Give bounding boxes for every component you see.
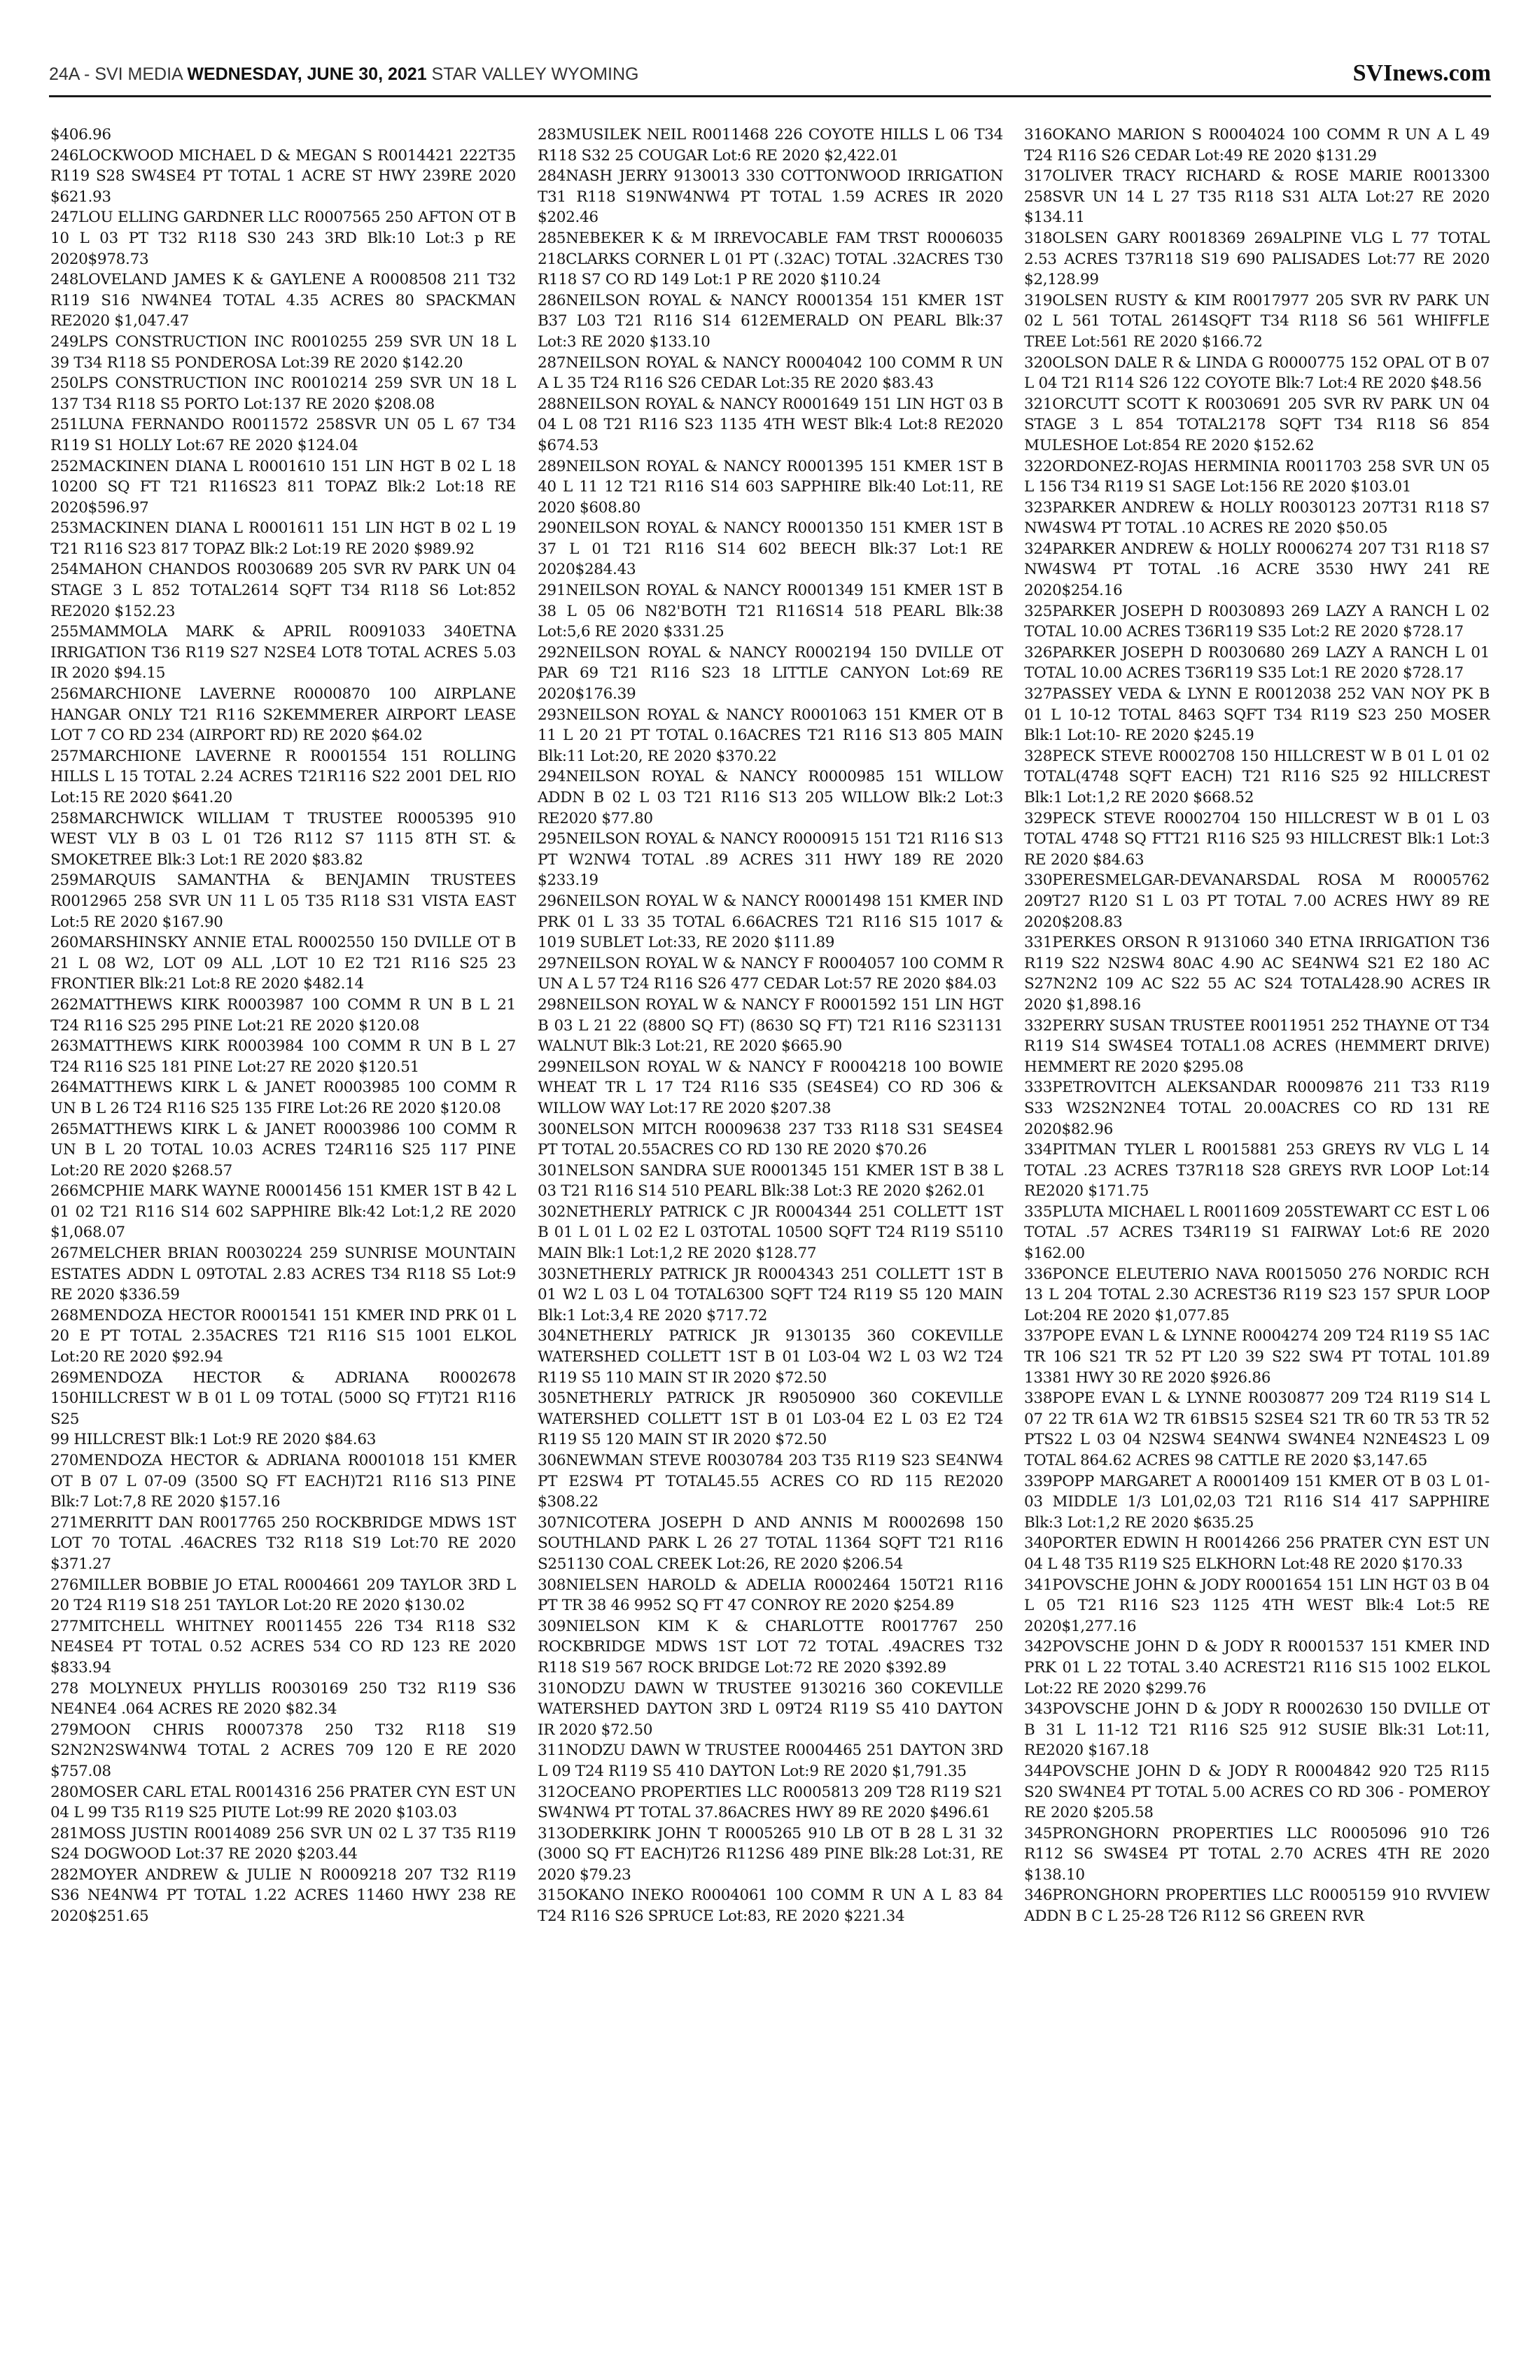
- notice-entry: 326PARKER JOSEPH D R0030680 269 LAZY A RANCH L 01 TOTAL 10.00 ACRES T36R119 S35 Lot:1 RE 2020 $728.17: [1024, 643, 1490, 682]
- notice-entry: 339POPP MARGARET A R0001409 151 KMER OT B 03 L 01-03 MIDDLE 1/3 L01,02,03 T21 R116 S14 417 SAPPHIRE Blk:3 Lot:1,2 RE 2020 $635.25: [1024, 1472, 1490, 1532]
- notice-entry: 254MAHON CHANDOS R0030689 205 SVR RV PARK UN 04 STAGE 3 L 852 TOTAL2614 SQFT T34 R118 S6 Lot:852 RE2020 $152.23: [50, 561, 516, 620]
- notice-entry: 338POPE EVAN L & LYNNE R0030877 209 T24 R119 S14 L 07 22 TR 61A W2 TR 61BS15 S2SE4 S21 TR 60 TR 53 TR 52 PTS22 L 03 04 N2SW4 SE4NW4 SW4NE4 N2NE4S23 L 09 TOTAL 864.62 ACRES 98 CATTLE RE 2020 $3,147.65: [1024, 1390, 1490, 1469]
- legal-notice-column-2: [538, 125, 1003, 1927]
- notice-entry: 307NICOTERA JOSEPH D AND ANNIS M R0002698 150 SOUTHLAND PARK L 26 27 TOTAL 11364 SQFT T21 R116 S251130 COAL CREEK Lot:26, RE 2020 $206.54: [538, 1513, 1003, 1573]
- notice-entry: 297NEILSON ROYAL W & NANCY F R0004057 100 COMM R UN A L 57 T24 R116 S26 477 CEDAR Lot:57 RE 2020 $84.03: [538, 954, 1003, 993]
- notice-entry: 344POVSCHE JOHN D & JODY R R0004842 920 T25 R115 S20 SW4NE4 PT TOTAL 5.00 ACRES CO RD 306 - POMEROY RE 2020 $205.58: [1024, 1762, 1490, 1822]
- notice-entry: 296NEILSON ROYAL W & NANCY R0001498 151 KMER IND PRK 01 L 33 35 TOTAL 6.66ACRES T21 R116 S15 1017 & 1019 SUBLET Lot:33, RE 2020 $111.89: [538, 892, 1003, 952]
- notice-entry: 281MOSS JUSTIN R0014089 256 SVR UN 02 L 37 T35 R119 S24 DOGWOOD Lot:37 RE 2020 $203.44: [50, 1824, 516, 1863]
- notice-entry: 302NETHERLY PATRICK C JR R0004344 251 COLLETT 1ST B 01 L 01 L 02 E2 L 03TOTAL 10500 SQFT T24 R119 S5110 MAIN Blk:1 Lot:1,2 RE 2020 $128.77: [538, 1203, 1003, 1263]
- notice-entry: 324PARKER ANDREW & HOLLY R0006274 207 T31 R118 S7 NW4SW4 PT TOTAL .16 ACRE 3530 HWY 241 RE 2020$254.16: [1024, 540, 1490, 600]
- notice-entry: 251LUNA FERNANDO R0011572 258SVR UN 05 L 67 T34 R119 S1 HOLLY Lot:67 RE 2020 $124.04: [50, 416, 516, 454]
- notice-entry: 293NEILSON ROYAL & NANCY R0001063 151 KMER OT B 11 L 20 21 PT TOTAL 0.16ACRES T21 R116 S13 805 MAIN Blk:11 Lot:20, RE 2020 $370.22: [538, 706, 1003, 765]
- notice-entry: 334PITMAN TYLER L R0015881 253 GREYS RV VLG L 14 TOTAL .23 ACRES T37R118 S28 GREYS RVR LOOP Lot:14 RE2020 $171.75: [1024, 1141, 1490, 1200]
- notice-entry: 282MOYER ANDREW & JULIE N R0009218 207 T32 R119 S36 NE4NW4 PT TOTAL 1.22 ACRES 11460 HWY 238 RE 2020$251.65: [50, 1865, 516, 1926]
- notice-entry: 316OKANO MARION S R0004024 100 COMM R UN A L 49 T24 R116 S26 CEDAR Lot:49 RE 2020 $131.29: [1024, 126, 1490, 164]
- notice-entry: 247LOU ELLING GARDNER LLC R0007565 250 AFTON OT B 10 L 03 PT T32 R118 S30 243 3RD Blk:10 Lot:3 p RE 2020$978.73: [50, 209, 516, 268]
- notice-entry: 248LOVELAND JAMES K & GAYLENE A R0008508 211 T32 R119 S16 NW4NE4 TOTAL 4.35 ACRES 80 SPACKMAN RE2020 $1,047.47: [50, 271, 516, 330]
- notice-entry: 286NEILSON ROYAL & NANCY R0001354 151 KMER 1ST B37 L03 T21 R116 S14 612EMERALD ON PEARL Blk:37 Lot:3 RE 2020 $133.10: [538, 291, 1003, 351]
- notice-entry: 305NETHERLY PATRICK JR R9050900 360 COKEVILLE WATERSHED COLLETT 1ST B 01 L03-04 E2 L 03 E2 T24 R119 S5 120 MAIN ST IR 2020 $72.50: [538, 1390, 1003, 1449]
- notice-entry: 253MACKINEN DIANA L R0001611 151 LIN HGT B 02 L 19 T21 R116 S23 817 TOPAZ Blk:2 Lot:19 RE 2020 $989.92: [50, 519, 516, 558]
- notice-entry: 269MENDOZA HECTOR & ADRIANA R0002678 150HILLCREST W B 01 L 09 TOTAL (5000 SQ FT)T21 R116 S25: [50, 1368, 516, 1428]
- notice-entry: 333PETROVITCH ALEKSANDAR R0009876 211 T33 R119 S33 W2S2N2NE4 TOTAL 20.00ACRES CO RD 131 RE 2020$82.96: [1024, 1079, 1490, 1138]
- notice-entry: 312OCEANO PROPERTIES LLC R0005813 209 T28 R119 S21 SW4NW4 PT TOTAL 37.86ACRES HWY 89 RE 2020 $496.61: [538, 1783, 1003, 1822]
- notice-entry: 304NETHERLY PATRICK JR 9130135 360 COKEVILLE WATERSHED COLLETT 1ST B 01 L03-04 W2 L 03 W2 T24 R119 S5 110 MAIN ST IR 2020 $72.50: [538, 1327, 1003, 1387]
- notice-entry: 331PERKES ORSON R 9131060 340 ETNA IRRIGATION T36 R119 S22 N2SW4 80AC 4.90 AC SE4NW4 S21 E2 180 AC S27N2N2 109 AC S22 55 AC S24 TOTAL428.90 ACRES IR 2020 $1,898.16: [1024, 934, 1490, 1014]
- notice-entry: 252MACKINEN DIANA L R0001610 151 LIN HGT B 02 L 18 10200 SQ FT T21 R116S23 811 TOPAZ Blk:2 Lot:18 RE 2020$596.97: [50, 457, 516, 517]
- notice-entry: 306NEWMAN STEVE R0030784 203 T35 R119 S23 SE4NW4 PT E2SW4 PT TOTAL45.55 ACRES CO RD 115 RE2020 $308.22: [538, 1452, 1003, 1511]
- notice-entry: 265MATTHEWS KIRK L & JANET R0003986 100 COMM R UN B L 20 TOTAL 10.03 ACRES T24R116 S25 117 PINE Lot:20 RE 2020 $268.57: [50, 1120, 516, 1180]
- notice-entry: 290NEILSON ROYAL & NANCY R0001350 151 KMER 1ST B 37 L 01 T21 R116 S14 602 BEECH Blk:37 Lot:1 RE 2020$284.43: [538, 519, 1003, 579]
- notice-entry: 284NASH JERRY 9130013 330 COTTONWOOD IRRIGATION T31 R118 S19NW4NW4 PT TOTAL 1.59 ACRES IR 2020 $202.46: [538, 167, 1003, 227]
- notice-entry: 255MAMMOLA MARK & APRIL R0091033 340ETNA IRRIGATION T36 R119 S27 N2SE4 LOT8 TOTAL ACRES 5.03 IR 2020 $94.15: [50, 623, 516, 682]
- notice-entry: 99 HILLCREST Blk:1 Lot:9 RE 2020 $84.63: [50, 1431, 377, 1449]
- notice-entry: 335PLUTA MICHAEL L R0011609 205STEWART CC EST L 06 TOTAL .57 ACRES T34R119 S1 FAIRWAY Lot:6 RE 2020 $162.00: [1024, 1203, 1490, 1263]
- notice-entry: 258MARCHWICK WILLIAM T TRUSTEE R0005395 910 WEST VLY B 03 L 01 T26 R112 S7 1115 8TH ST. & SMOKETREE Blk:3 Lot:1 RE 2020 $83.82: [50, 809, 516, 869]
- notice-entry: 328PECK STEVE R0002708 150 HILLCREST W B 01 L 01 02 TOTAL(4748 SQFT EACH) T21 R116 S25 92 HILLCREST Blk:1 Lot:1,2 RE 2020 $668.52: [1024, 747, 1490, 806]
- notice-entry: 260MARSHINSKY ANNIE ETAL R0002550 150 DVILLE OT B 21 L 08 W2, LOT 09 ALL ,LOT 10 E2 T21 R116 S25 23 FRONTIER Blk:21 Lot:8 RE 2020 $482.14: [50, 934, 516, 993]
- notice-entry: 303NETHERLY PATRICK JR R0004343 251 COLLETT 1ST B 01 W2 L 03 L 04 TOTAL6300 SQFT T24 R119 S5 120 MAIN Blk:1 Lot:3,4 RE 2020 $717.72: [538, 1265, 1003, 1324]
- notice-entry: 320OLSON DALE R & LINDA G R0000775 152 OPAL OT B 07 L 04 T21 R114 S26 122 COYOTE Blk:7 Lot:4 RE 2020 $48.56: [1024, 354, 1490, 393]
- notice-entry: 337POPE EVAN L & LYNNE R0004274 209 T24 R119 S5 1AC TR 106 S21 TR 52 PT L20 39 S22 SW4 PT TOTAL 101.89 13381 HWY 30 RE 2020 $926.86: [1024, 1327, 1490, 1387]
- notice-entry: 259MARQUIS SAMANTHA & BENJAMIN TRUSTEES R0012965 258 SVR UN 11 L 05 T35 R118 S31 VISTA EAST Lot:5 RE 2020 $167.90: [50, 872, 516, 931]
- notice-entry: 277MITCHELL WHITNEY R0011455 226 T34 R118 S32 NE4SE4 PT TOTAL 0.52 ACRES 534 CO RD 123 RE 2020 $833.94: [50, 1617, 516, 1676]
- notice-entry: 315OKANO INEKO R0004061 100 COMM R UN A L 83 84 T24 R116 S26 SPRUCE Lot:83, RE 2020 $221.34: [538, 1886, 1003, 1926]
- notice-entry: 342POVSCHE JOHN D & JODY R R0001537 151 KMER IND PRK 01 L 22 TOTAL 3.40 ACREST21 R116 S15 1002 ELKOL Lot:22 RE 2020 $299.76: [1024, 1638, 1490, 1698]
- notice-entry: 336PONCE ELEUTERIO NAVA R0015050 276 NORDIC RCH 13 L 204 TOTAL 2.30 ACREST36 R119 S23 157 SPUR LOOP Lot:204 RE 2020 $1,077.85: [1024, 1265, 1490, 1324]
- notice-entry: 289NEILSON ROYAL & NANCY R0001395 151 KMER 1ST B 40 L 11 12 T21 R116 S14 603 SAPPHIRE Blk:40 Lot:11, RE 2020 $608.80: [538, 457, 1003, 517]
- legal-notice-column-1: [50, 125, 516, 1927]
- notice-entry: 301NELSON SANDRA SUE R0001345 151 KMER 1ST B 38 L 03 T21 R116 S14 510 PEARL Blk:38 Lot:3 RE 2020 $262.01: [538, 1161, 1003, 1200]
- notice-entry: 332PERRY SUSAN TRUSTEE R0011951 252 THAYNE OT T34 R119 S14 SW4SE4 TOTAL1.08 ACRES (HEMMERT DRIVE) HEMMERT RE 2020 $295.08: [1024, 1016, 1490, 1076]
- notice-entry: 294NEILSON ROYAL & NANCY R0000985 151 WILLOW ADDN B 02 L 03 T21 R116 S13 205 WILLOW Blk:2 Lot:3 RE2020 $77.80: [538, 768, 1003, 827]
- notice-entry: 300NELSON MITCH R0009638 237 T33 R118 S31 SE4SE4 PT TOTAL 20.55ACRES CO RD 130 RE 2020 $70.26: [538, 1120, 1003, 1159]
- page-header: [49, 60, 1491, 97]
- notice-entry: 322ORDONEZ-ROJAS HERMINIA R0011703 258 SVR UN 05 L 156 T34 R119 S1 SAGE Lot:156 RE 2020 $103.01: [1024, 457, 1490, 496]
- notice-entry: 266MCPHIE MARK WAYNE R0001456 151 KMER 1ST B 42 L 01 02 T21 R116 S14 602 SAPPHIRE Blk:42 Lot:1,2 RE 2020 $1,068.07: [50, 1182, 516, 1242]
- notice-entry: 323PARKER ANDREW & HOLLY R0030123 207T31 R118 S7 NW4SW4 PT TOTAL .10 ACRES RE 2020 $50.05: [1024, 498, 1490, 538]
- notice-entry: 287NEILSON ROYAL & NANCY R0004042 100 COMM R UN A L 35 T24 R116 S26 CEDAR Lot:35 RE 2020 $83.43: [538, 354, 1003, 393]
- notice-entry: 256MARCHIONE LAVERNE R0000870 100 AIRPLANE HANGAR ONLY T21 R116 S2KEMMERER AIRPORT LEASE LOT 7 CO RD 234 (AIRPORT RD) RE 2020 $64.02: [50, 685, 516, 745]
- notice-entry: 310NODZU DAWN W TRUSTEE 9130216 360 COKEVILLE WATERSHED DAYTON 3RD L 09T24 R119 S5 410 DAYTON IR 2020 $72.50: [538, 1679, 1003, 1739]
- publication-name: STAR VALLEY WYOMING: [426, 64, 639, 84]
- notice-entry: 313ODERKIRK JOHN T R0005265 910 LB OT B 28 L 31 32 (3000 SQ FT EACH)T26 R112S6 489 PINE Blk:28 Lot:31, RE 2020 $79.23: [538, 1824, 1003, 1884]
- folio-prefix: 24A - SVI MEDIA: [49, 64, 188, 84]
- notice-entry: 308NIELSEN HAROLD & ADELIA R0002464 150T21 R116 PT TR 38 46 9952 SQ FT 47 CONROY RE 2020 $254.89: [538, 1576, 1003, 1615]
- notice-entry: 327PASSEY VEDA & LYNN E R0012038 252 VAN NOY PK B 01 L 10-12 TOTAL 8463 SQFT T34 R119 S23 250 MOSER Blk:1 Lot:10- RE 2020 $245.19: [1024, 685, 1490, 745]
- notice-entry: 329PECK STEVE R0002704 150 HILLCREST W B 01 L 03 TOTAL 4748 SQ FTT21 R116 S25 93 HILLCREST Blk:1 Lot:3 RE 2020 $84.63: [1024, 809, 1490, 869]
- notice-entry: 292NEILSON ROYAL & NANCY R0002194 150 DVILLE OT PAR 69 T21 R116 S23 18 LITTLE CANYON Lot:69 RE 2020$176.39: [538, 643, 1003, 704]
- legal-notice-column-3: [1024, 125, 1490, 1927]
- notice-entry: 321ORCUTT SCOTT K R0030691 205 SVR RV PARK UN 04 STAGE 3 L 854 TOTAL2178 SQFT T34 R118 S6 854 MULESHOE Lot:854 RE 2020 $152.62: [1024, 395, 1490, 454]
- notice-entry: 278 MOLYNEUX PHYLLIS R0030169 250 T32 R119 S36 NE4NE4 .064 ACRES RE 2020 $82.34: [50, 1679, 516, 1718]
- notice-entry: 257MARCHIONE LAVERNE R R0001554 151 ROLLING HILLS L 15 TOTAL 2.24 ACRES T21R116 S22 2001 DEL RIO Lot:15 RE 2020 $641.20: [50, 747, 516, 806]
- notice-entry: 295NEILSON ROYAL & NANCY R0000915 151 T21 R116 S13 PT W2NW4 TOTAL .89 ACRES 311 HWY 189 RE 2020 $233.19: [538, 830, 1003, 890]
- notice-entry: 271MERRITT DAN R0017765 250 ROCKBRIDGE MDWS 1ST LOT 70 TOTAL .46ACRES T32 R118 S19 Lot:70 RE 2020 $371.27: [50, 1513, 516, 1573]
- notice-entry: 330PERESMELGAR-DEVANARSDAL ROSA M R0005762 209T27 R120 S1 L 03 PT TOTAL 7.00 ACRES HWY 89 RE 2020$208.83: [1024, 872, 1490, 931]
- notice-entry: 317OLIVER TRACY RICHARD & ROSE MARIE R0013300 258SVR UN 14 L 27 T35 R118 S31 ALTA Lot:27 RE 2020 $134.11: [1024, 167, 1490, 227]
- issue-date: WEDNESDAY, JUNE 30, 2021: [187, 64, 427, 84]
- notice-entry: $406.96: [50, 126, 111, 144]
- notice-entry: 249LPS CONSTRUCTION INC R0010255 259 SVR UN 18 L 39 T34 R118 S5 PONDEROSA Lot:39 RE 2020 $142.20: [50, 332, 516, 372]
- notice-entry: 311NODZU DAWN W TRUSTEE R0004465 251 DAYTON 3RD L 09 T24 R119 S5 410 DAYTON Lot:9 RE 2020 $1,791.35: [538, 1742, 1003, 1780]
- notice-entry: 276MILLER BOBBIE JO ETAL R0004661 209 TAYLOR 3RD L 20 T24 R119 S18 251 TAYLOR Lot:20 RE 2020 $130.02: [50, 1576, 516, 1615]
- notice-entry: 264MATTHEWS KIRK L & JANET R0003985 100 COMM R UN B L 26 T24 R116 S25 135 FIRE Lot:26 RE 2020 $120.08: [50, 1079, 516, 1117]
- notice-entry: 250LPS CONSTRUCTION INC R0010214 259 SVR UN 18 L 137 T34 R118 S5 PORTO Lot:137 RE 2020 $208.08: [50, 374, 516, 413]
- notice-entry: 343POVSCHE JOHN D & JODY R R0002630 150 DVILLE OT B 31 L 11-12 T21 R116 S25 912 SUSIE Blk:31 Lot:11, RE2020 $167.18: [1024, 1700, 1490, 1760]
- notice-entry: 345PRONGHORN PROPERTIES LLC R0005096 910 T26 R112 S6 SW4SE4 PT TOTAL 2.70 ACRES 4TH RE 2020 $138.10: [1024, 1824, 1490, 1884]
- notice-entry: 285NEBEKER K & M IRREVOCABLE FAM TRST R0006035 218CLARKS CORNER L 01 PT (.32AC) TOTAL .32ACRES T30 R118 S7 CO RD 149 Lot:1 P RE 2020 $110.24: [538, 229, 1003, 289]
- notice-entry: 298NEILSON ROYAL W & NANCY F R0001592 151 LIN HGT B 03 L 21 22 (8800 SQ FT) (8630 SQ FT) T21 R116 S231131 WALNUT Blk:3 Lot:21, RE 2020 $665.90: [538, 995, 1003, 1056]
- notice-entry: 319OLSEN RUSTY & KIM R0017977 205 SVR RV PARK UN 02 L 561 TOTAL 2614SQFT T34 R118 S6 561 WHIFFLE TREE Lot:561 RE 2020 $166.72: [1024, 291, 1490, 351]
- notice-entry: 246LOCKWOOD MICHAEL D & MEGAN S R0014421 222T35 R119 S28 SW4SE4 PT TOTAL 1 ACRE ST HWY 239RE 2020 $621.93: [50, 146, 516, 206]
- notice-entry: 299NEILSON ROYAL W & NANCY F R0004218 100 BOWIE WHEAT TR L 17 T24 R116 S35 (SE4SE4) CO RD 306 & WILLOW WAY Lot:17 RE 2020 $207.38: [538, 1058, 1003, 1117]
- notice-entry: 346PRONGHORN PROPERTIES LLC R0005159 910 RVVIEW ADDN B C L 25-28 T26 R112 S6 GREEN RVR: [1024, 1886, 1490, 1926]
- notice-entry: 340PORTER EDWIN H R0014266 256 PRATER CYN EST UN 04 L 48 T35 R119 S25 ELKHORN Lot:48 RE 2020 $170.33: [1024, 1534, 1490, 1573]
- notice-entry: 288NEILSON ROYAL & NANCY R0001649 151 LIN HGT 03 B 04 L 08 T21 R116 S23 1135 4TH WEST Blk:4 Lot:8 RE2020 $674.53: [538, 395, 1003, 454]
- notice-entry: 291NEILSON ROYAL & NANCY R0001349 151 KMER 1ST B 38 L 05 06 N82'BOTH T21 R116S14 518 PEARL Blk:38 Lot:5,6 RE 2020 $331.25: [538, 582, 1003, 641]
- notice-entry: 279MOON CHRIS R0007378 250 T32 R118 S19 S2N2N2SW4NW4 TOTAL 2 ACRES 709 120 E RE 2020 $757.08: [50, 1721, 516, 1780]
- notice-entry: 280MOSER CARL ETAL R0014316 256 PRATER CYN EST UN 04 L 99 T35 R119 S25 PIUTE Lot:99 RE 2020 $103.03: [50, 1783, 516, 1822]
- notice-entry: 263MATTHEWS KIRK R0003984 100 COMM R UN B L 27 T24 R116 S25 181 PINE Lot:27 RE 2020 $120.51: [50, 1037, 516, 1076]
- notice-entry: 268MENDOZA HECTOR R0001541 151 KMER IND PRK 01 L 20 E PT TOTAL 2.35ACRES T21 R116 S15 1001 ELKOL Lot:20 RE 2020 $92.94: [50, 1306, 516, 1366]
- notice-entry: 318OLSEN GARY R0018369 269ALPINE VLG L 77 TOTAL 2.53 ACRES T37R118 S19 690 PALISADES Lot:77 RE 2020 $2,128.99: [1024, 229, 1490, 289]
- notice-entry: 309NIELSON KIM K & CHARLOTTE R0017767 250 ROCKBRIDGE MDWS 1ST LOT 72 TOTAL .49ACRES T32 R118 S19 567 ROCK BRIDGE Lot:72 RE 2020 $392.89: [538, 1617, 1003, 1676]
- folio-line: [49, 64, 638, 85]
- notice-entry: 283MUSILEK NEIL R0011468 226 COYOTE HILLS L 06 T34 R118 S32 25 COUGAR Lot:6 RE 2020 $2,422.01: [538, 126, 1003, 164]
- notice-entry: 267MELCHER BRIAN R0030224 259 SUNRISE MOUNTAIN ESTATES ADDN L 09TOTAL 2.83 ACRES T34 R118 S5 Lot:9 RE 2020 $336.59: [50, 1245, 516, 1304]
- notice-entry: 325PARKER JOSEPH D R0030893 269 LAZY A RANCH L 02 TOTAL 10.00 ACRES T36R119 S35 Lot:2 RE 2020 $728.17: [1024, 602, 1490, 641]
- notice-entry: 341POVSCHE JOHN & JODY R0001654 151 LIN HGT 03 B 04 L 05 T21 R116 S23 1125 4TH WEST Blk:4 Lot:5 RE 2020$1,277.16: [1024, 1576, 1490, 1635]
- notice-entry: 262MATTHEWS KIRK R0003987 100 COMM R UN B L 21 T24 R116 S25 295 PINE Lot:21 RE 2020 $120.08: [50, 995, 516, 1035]
- site-name[interactable]: SVInews.com: [1352, 60, 1491, 86]
- notice-entry: 270MENDOZA HECTOR & ADRIANA R0001018 151 KMER OT B 07 L 07-09 (3500 SQ FT EACH)T21 R116 S13 PINE Blk:7 Lot:7,8 RE 2020 $157.16: [50, 1452, 516, 1511]
